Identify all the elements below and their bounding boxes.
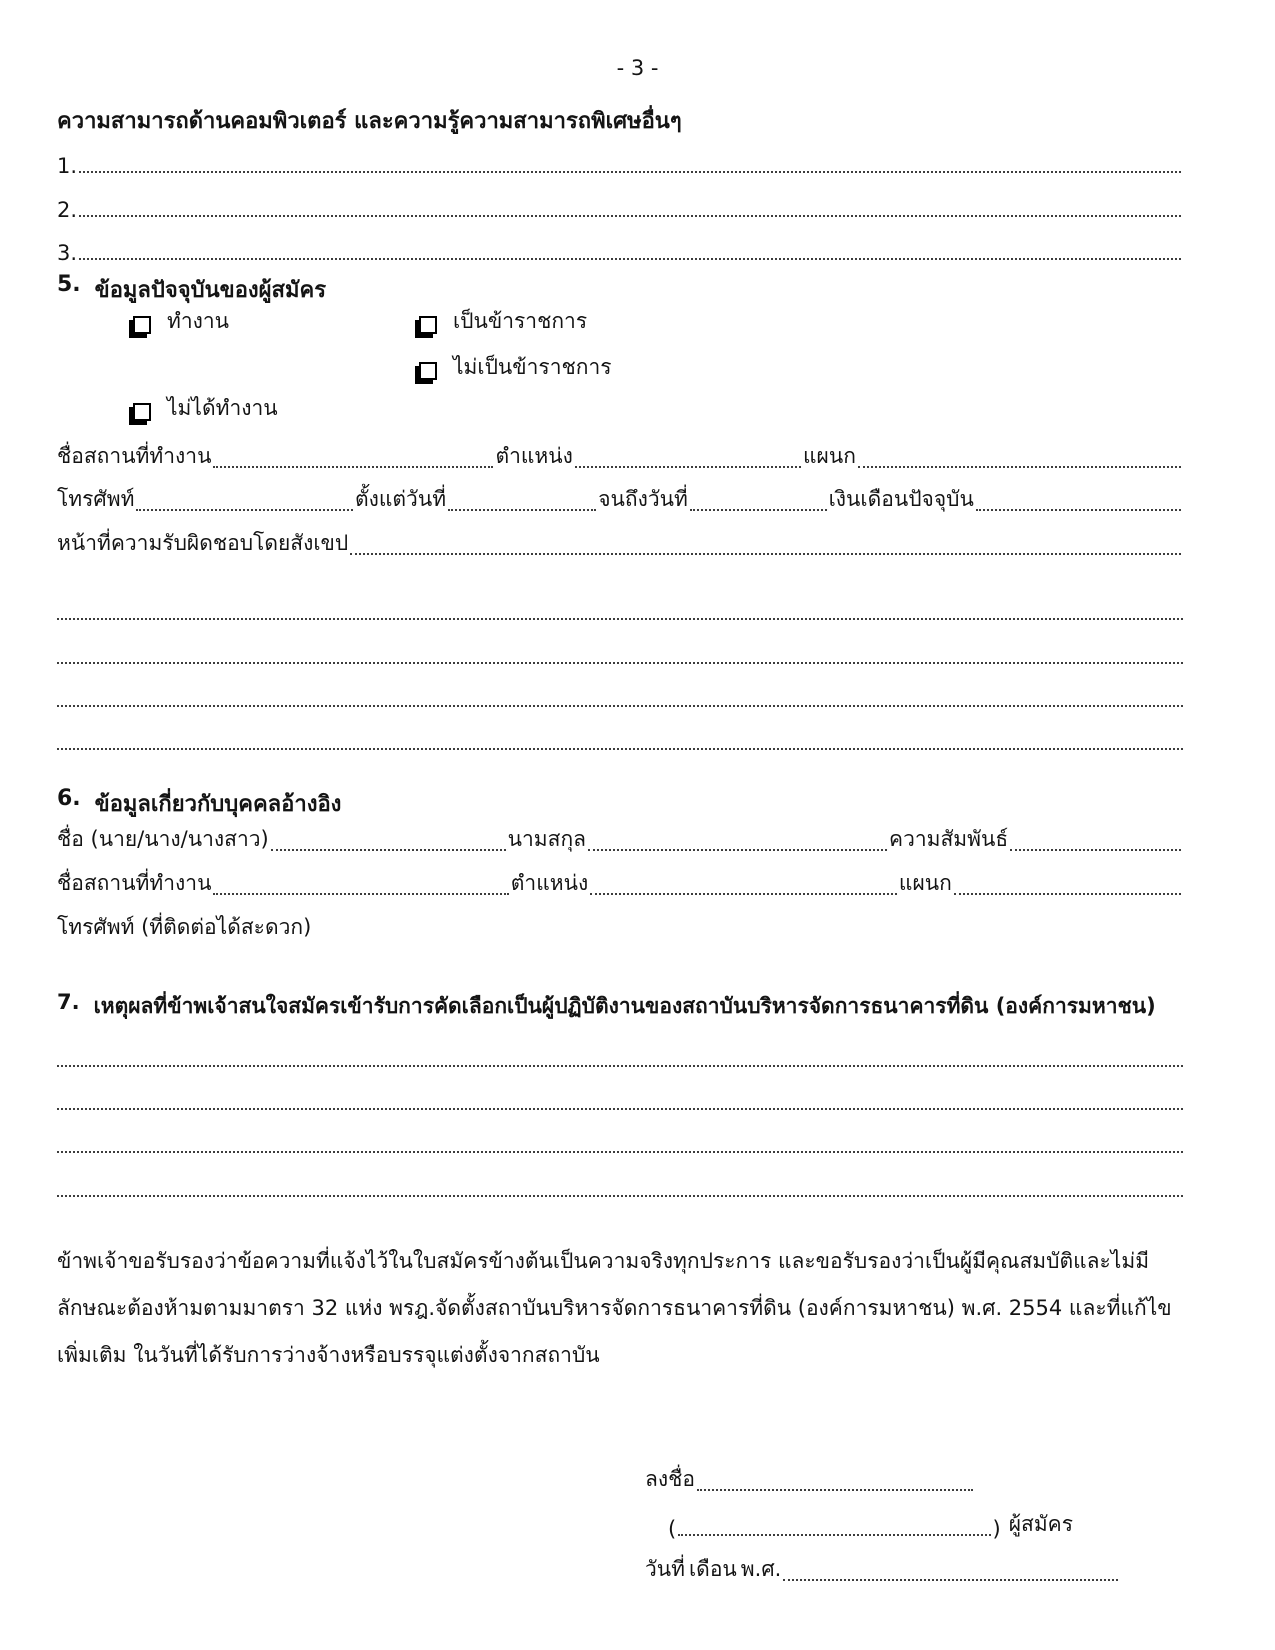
- signature-date-row: [645, 1552, 1120, 1586]
- reference-name-row: [57, 822, 1183, 856]
- current-salary-fill-line[interactable]: [976, 509, 1181, 511]
- year-label: พ.ศ.: [740, 1557, 782, 1581]
- working-label: ทำงาน: [167, 309, 230, 333]
- reference-title: ข้อมูลเกี่ยวกับบุคคลอ้างอิง: [94, 792, 342, 817]
- ref-relationship-label: ความสัมพันธ์: [889, 827, 1009, 851]
- skill-line-2: [57, 188, 1183, 222]
- duties-fill-line-3[interactable]: [57, 662, 1183, 664]
- department-label: แผนก: [803, 444, 856, 468]
- position-label: ตำแหน่ง: [495, 444, 573, 468]
- workplace-fill-line[interactable]: [213, 466, 493, 468]
- phone-label: โทรศัพท์: [57, 487, 135, 511]
- to-date-fill-line[interactable]: [690, 509, 827, 511]
- status-option-working: [127, 304, 229, 338]
- page-number: - 3 -: [616, 56, 659, 80]
- ref-department-fill-line[interactable]: [954, 893, 1181, 895]
- duties-fill-line-4[interactable]: [57, 705, 1183, 707]
- from-date-fill-line[interactable]: [448, 509, 596, 511]
- declaration-paragraph: ข้าพเจ้าขอรับรองว่าข้อความที่แจ้งไว้ในใบสมัครข้างต้นเป็นความจริงทุกประการ และขอรับรองว่าเป็นผู้มีคุณสมบัติและไม่มีลักษณะต้องห้ามตามมาตรา 32 แห่ง พรฎ.จัดตั้งสถาบันบริหารจัดการธนาคารที่ดิน (องค์การมหาชน) พ.ศ. 2554 และที่แก้ไขเพิ่มเติม ในวันที่ได้รับการว่างจ้างหรือบรรจุแต่งตั้งจากสถาบัน: [57, 1249, 1172, 1367]
- reference-workplace-row: [57, 866, 1183, 900]
- skill-line-1: [57, 144, 1183, 178]
- working-checkbox[interactable]: [133, 316, 151, 334]
- motivation-number: 7.: [57, 990, 80, 1014]
- signature-name-row: [668, 1507, 1073, 1541]
- applicant-label: ผู้สมัคร: [1008, 1512, 1073, 1536]
- signature-name-fill-line[interactable]: [678, 1534, 990, 1536]
- skill-1-fill-line[interactable]: [79, 171, 1181, 173]
- workplace-label: ชื่อสถานที่ทำงาน: [57, 444, 212, 468]
- current-status-heading: [57, 272, 1183, 307]
- duties-row: [57, 526, 1183, 560]
- year-fill-line[interactable]: [783, 1579, 1118, 1581]
- motivation-fill-line-2[interactable]: [57, 1108, 1183, 1110]
- motivation-fill-line-1[interactable]: [57, 1065, 1183, 1067]
- civil-servant-label: เป็นข้าราชการ: [453, 309, 588, 333]
- ref-position-fill-line[interactable]: [590, 893, 897, 895]
- ref-department-label: แผนก: [898, 871, 952, 895]
- motivation-heading: [57, 990, 1183, 1023]
- not-civil-servant-label: ไม่เป็นข้าราชการ: [453, 355, 612, 379]
- reference-heading: [57, 786, 1183, 821]
- reference-phone-row: [57, 910, 315, 944]
- ref-phone-label: โทรศัพท์ (ที่ติดต่อได้สะดวก): [57, 915, 312, 939]
- skill-line-3: [57, 231, 1183, 265]
- skill-1-number: 1.: [57, 154, 78, 178]
- reference-number: 6.: [57, 786, 81, 811]
- duties-fill-line-2[interactable]: [57, 618, 1183, 620]
- current-salary-label: เงินเดือนปัจจุบัน: [828, 487, 974, 511]
- current-workplace-row: [57, 439, 1183, 473]
- from-date-label: ตั้งแต่วันที่: [354, 487, 447, 511]
- duties-fill-line-1[interactable]: [350, 553, 1181, 555]
- phone-fill-line[interactable]: [136, 509, 353, 511]
- motivation-fill-line-4[interactable]: [57, 1195, 1183, 1197]
- position-fill-line[interactable]: [575, 466, 801, 468]
- ref-workplace-label: ชื่อสถานที่ทำงาน: [57, 871, 212, 895]
- sign-label: ลงชื่อ: [645, 1467, 695, 1491]
- skill-2-number: 2.: [57, 198, 78, 222]
- status-option-not-civil-servant: [413, 350, 612, 384]
- current-status-number: 5.: [57, 272, 81, 297]
- skill-3-fill-line[interactable]: [79, 258, 1181, 260]
- ref-name-fill-line[interactable]: [271, 849, 506, 851]
- close-paren: ): [992, 1517, 1001, 1541]
- motivation-title: เหตุผลที่ข้าพเจ้าสนใจสมัครเข้ารับการคัดเลือกเป็นผู้ปฏิบัติงานของสถาบันบริหารจัดการธนาคารที่ดิน (องค์การมหาชน): [93, 994, 1156, 1018]
- open-paren: (: [668, 1517, 677, 1541]
- skill-2-fill-line[interactable]: [79, 215, 1181, 217]
- status-option-not-working: [127, 391, 278, 425]
- ref-surname-fill-line[interactable]: [588, 849, 887, 851]
- ref-workplace-fill-line[interactable]: [213, 893, 508, 895]
- motivation-fill-line-3[interactable]: [57, 1151, 1183, 1153]
- not-working-checkbox[interactable]: [133, 403, 151, 421]
- skill-3-number: 3.: [57, 241, 78, 265]
- computer-skills-heading: ความสามารถด้านคอมพิวเตอร์ และความรู้ความสามารถพิเศษอื่นๆ: [57, 109, 682, 134]
- not-working-label: ไม่ได้ทำงาน: [167, 396, 278, 420]
- duties-label: หน้าที่ความรับผิดชอบโดยสังเขป: [57, 531, 349, 555]
- month-label: เดือน: [689, 1557, 737, 1581]
- day-label: วันที่: [645, 1557, 685, 1581]
- signature-row: [645, 1462, 975, 1496]
- civil-servant-checkbox[interactable]: [419, 316, 437, 334]
- ref-surname-label: นามสกุล: [507, 827, 587, 851]
- current-phone-row: [57, 482, 1183, 516]
- to-date-label: จนถึงวันที่: [598, 487, 688, 511]
- ref-relationship-fill-line[interactable]: [1010, 849, 1181, 851]
- ref-name-label: ชื่อ (นาย/นาง/นางสาว): [57, 827, 269, 851]
- department-fill-line[interactable]: [858, 466, 1181, 468]
- current-status-title: ข้อมูลปัจจุบันของผู้สมัคร: [94, 278, 327, 303]
- status-option-civil-servant: [413, 304, 587, 338]
- not-civil-servant-checkbox[interactable]: [419, 362, 437, 380]
- duties-fill-line-5[interactable]: [57, 748, 1183, 750]
- signature-fill-line[interactable]: [697, 1489, 973, 1491]
- ref-position-label: ตำแหน่ง: [510, 871, 589, 895]
